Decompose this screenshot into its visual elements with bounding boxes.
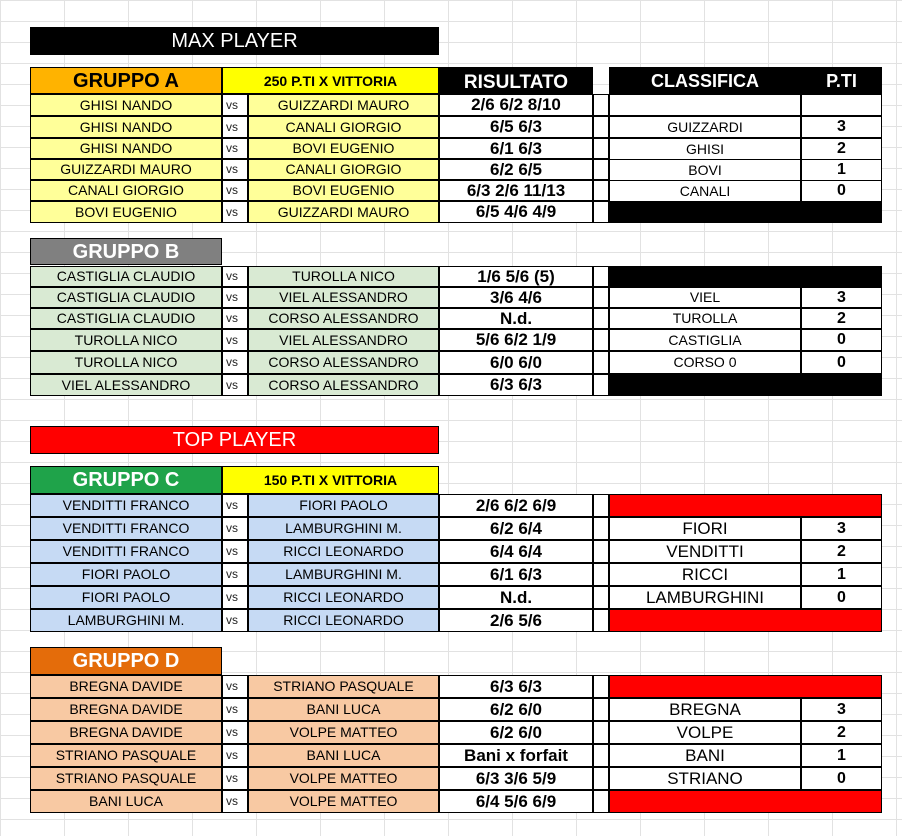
result-cell[interactable]: 6/0 6/0 [439, 351, 593, 374]
spacer-cell [593, 201, 609, 223]
player-1-cell[interactable]: GUIZZARDI MAURO [30, 159, 222, 180]
max-player-banner: MAX PLAYER [30, 27, 439, 55]
player-1-cell[interactable]: GHISI NANDO [30, 116, 222, 138]
standings-points: 0 [801, 180, 882, 202]
result-cell[interactable]: 6/1 6/3 [439, 563, 593, 586]
result-cell[interactable]: 6/1 6/3 [439, 138, 593, 159]
standings-name: BREGNA [609, 698, 801, 721]
player-2-cell[interactable]: CANALI GIORGIO [248, 159, 439, 180]
spacer-cell [593, 767, 609, 790]
vs-label: vs [222, 308, 248, 329]
vs-label: vs [222, 517, 248, 540]
spacer-cell [593, 287, 609, 308]
player-1-cell[interactable]: BREGNA DAVIDE [30, 675, 222, 698]
result-cell[interactable]: 6/2 6/0 [439, 698, 593, 721]
group-d-label[interactable]: GRUPPO D [30, 647, 222, 675]
standings-cap-bottom [609, 374, 882, 396]
group-b-label[interactable]: GRUPPO B [30, 238, 222, 265]
spacer-cell [593, 329, 609, 351]
standings-name: CASTIGLIA [609, 329, 801, 351]
standings-name: BANI [609, 744, 801, 767]
spacer-cell [593, 159, 609, 180]
player-1-cell[interactable]: BREGNA DAVIDE [30, 721, 222, 744]
standings-points: 0 [801, 351, 882, 374]
result-cell[interactable]: 6/5 4/6 4/9 [439, 201, 593, 223]
player-1-cell[interactable]: STRIANO PASQUALE [30, 744, 222, 767]
vs-label: vs [222, 563, 248, 586]
vs-label: vs [222, 287, 248, 308]
vs-label: vs [222, 675, 248, 698]
player-1-cell[interactable]: VENDITTI FRANCO [30, 517, 222, 540]
spacer-cell [593, 494, 609, 517]
result-cell[interactable]: 2/6 5/6 [439, 609, 593, 632]
standings-name: LAMBURGHINI [609, 586, 801, 609]
standings-cap-bottom [609, 790, 882, 813]
vs-label: vs [222, 180, 248, 201]
vs-label: vs [222, 790, 248, 813]
player-1-cell[interactable]: CASTIGLIA CLAUDIO [30, 266, 222, 287]
player-2-cell[interactable]: GUIZZARDI MAURO [248, 201, 439, 223]
standings-points: 3 [801, 287, 882, 308]
spacer-cell [593, 374, 609, 396]
standings-cap-top [609, 494, 882, 517]
result-cell[interactable]: 2/6 6/2 8/10 [439, 94, 593, 116]
player-2-cell[interactable]: LAMBURGHINI M. [248, 517, 439, 540]
standings-name: CANALI [609, 180, 801, 202]
player-1-cell[interactable]: GHISI NANDO [30, 94, 222, 116]
standings-points: 3 [801, 116, 882, 138]
player-2-cell[interactable]: GUIZZARDI MAURO [248, 94, 439, 116]
pti-header: P.TI [801, 67, 882, 94]
result-cell[interactable]: 6/3 3/6 5/9 [439, 767, 593, 790]
result-cell[interactable]: 6/2 6/4 [439, 517, 593, 540]
vs-label: vs [222, 698, 248, 721]
spacer-cell [593, 540, 609, 563]
spacer-cell [593, 517, 609, 540]
vs-label: vs [222, 540, 248, 563]
group-a-points-rule: 250 P.TI X VITTORIA [222, 67, 439, 94]
classifica-header: CLASSIFICA [609, 67, 801, 94]
standings-points: 2 [801, 308, 882, 329]
vs-label: vs [222, 159, 248, 180]
spacer-cell [593, 790, 609, 813]
vs-label: vs [222, 329, 248, 351]
player-1-cell[interactable]: VIEL ALESSANDRO [30, 374, 222, 396]
group-c-points-rule: 150 P.TI X VITTORIA [222, 466, 439, 494]
vs-label: vs [222, 374, 248, 396]
vs-label: vs [222, 138, 248, 159]
spacer-cell [593, 94, 609, 116]
player-1-cell[interactable]: STRIANO PASQUALE [30, 767, 222, 790]
standings-points: 1 [801, 744, 882, 767]
spacer-cell [593, 563, 609, 586]
standings-points: 0 [801, 329, 882, 351]
vs-label: vs [222, 494, 248, 517]
player-2-cell[interactable]: BANI LUCA [248, 698, 439, 721]
vs-label: vs [222, 201, 248, 223]
player-2-cell[interactable]: CORSO ALESSANDRO [248, 351, 439, 374]
player-1-cell[interactable]: FIORI PAOLO [30, 563, 222, 586]
player-1-cell[interactable]: VENDITTI FRANCO [30, 494, 222, 517]
vs-label: vs [222, 586, 248, 609]
spacer-cell [593, 308, 609, 329]
player-2-cell[interactable]: VOLPE MATTEO [248, 721, 439, 744]
result-cell[interactable]: 6/3 2/6 11/13 [439, 180, 593, 201]
result-cell[interactable]: 6/4 6/4 [439, 540, 593, 563]
group-c-label[interactable]: GRUPPO C [30, 466, 222, 494]
standings-name: BOVI [609, 159, 801, 181]
standings-blank-row [801, 94, 882, 116]
standings-points: 2 [801, 721, 882, 744]
player-1-cell[interactable]: VENDITTI FRANCO [30, 540, 222, 563]
spacer-cell [593, 116, 609, 138]
player-1-cell[interactable]: GHISI NANDO [30, 138, 222, 159]
standings-points: 1 [801, 159, 882, 181]
standings-name: GHISI [609, 138, 801, 160]
player-2-cell[interactable]: VIEL ALESSANDRO [248, 329, 439, 351]
standings-name: RICCI [609, 563, 801, 586]
vs-label: vs [222, 266, 248, 287]
vs-label: vs [222, 94, 248, 116]
spacer-cell [593, 351, 609, 374]
player-1-cell[interactable]: TUROLLA NICO [30, 351, 222, 374]
standings-cap-top [609, 675, 882, 698]
standings-name: CORSO 0 [609, 351, 801, 374]
player-1-cell[interactable]: CASTIGLIA CLAUDIO [30, 308, 222, 329]
result-cell[interactable]: 1/6 5/6 (5) [439, 266, 593, 287]
standings-points: 0 [801, 767, 882, 790]
standings-name: TUROLLA [609, 308, 801, 329]
standings-points: 1 [801, 563, 882, 586]
risultato-header: RISULTATO [439, 67, 593, 94]
player-2-cell[interactable]: RICCI LEONARDO [248, 540, 439, 563]
result-cell[interactable]: Bani x forfait [439, 744, 593, 767]
result-cell[interactable]: 6/5 6/3 [439, 116, 593, 138]
vs-label: vs [222, 351, 248, 374]
spacer-cell [593, 744, 609, 767]
player-2-cell[interactable]: TUROLLA NICO [248, 266, 439, 287]
player-2-cell[interactable]: BANI LUCA [248, 744, 439, 767]
result-cell[interactable]: N.d. [439, 308, 593, 329]
player-2-cell[interactable]: CORSO ALESSANDRO [248, 374, 439, 396]
result-cell[interactable]: 6/2 6/5 [439, 159, 593, 180]
spacer-cell [593, 180, 609, 201]
group-a-label[interactable]: GRUPPO A [30, 67, 222, 94]
standings-points: 0 [801, 586, 882, 609]
player-2-cell[interactable]: FIORI PAOLO [248, 494, 439, 517]
player-2-cell[interactable]: RICCI LEONARDO [248, 609, 439, 632]
result-cell[interactable]: N.d. [439, 586, 593, 609]
result-cell[interactable]: 3/6 4/6 [439, 287, 593, 308]
spacer-cell [593, 698, 609, 721]
player-1-cell[interactable]: BOVI EUGENIO [30, 201, 222, 223]
spacer-cell [593, 266, 609, 287]
player-2-cell[interactable]: CORSO ALESSANDRO [248, 308, 439, 329]
standings-name: FIORI [609, 517, 801, 540]
standings-points: 3 [801, 698, 882, 721]
player-1-cell[interactable]: TUROLLA NICO [30, 329, 222, 351]
standings-cap-bottom [609, 609, 882, 632]
vs-label: vs [222, 767, 248, 790]
standings-name: GUIZZARDI [609, 116, 801, 138]
vs-label: vs [222, 721, 248, 744]
player-1-cell[interactable]: BANI LUCA [30, 790, 222, 813]
player-2-cell[interactable]: VOLPE MATTEO [248, 790, 439, 813]
player-2-cell[interactable]: VIEL ALESSANDRO [248, 287, 439, 308]
standings-name: STRIANO [609, 767, 801, 790]
result-cell[interactable]: 2/6 6/2 6/9 [439, 494, 593, 517]
player-2-cell[interactable]: STRIANO PASQUALE [248, 675, 439, 698]
player-2-cell[interactable]: RICCI LEONARDO [248, 586, 439, 609]
standings-points: 2 [801, 138, 882, 160]
player-1-cell[interactable]: FIORI PAOLO [30, 586, 222, 609]
standings-points: 3 [801, 517, 882, 540]
standings-cap-bottom [609, 202, 882, 223]
spacer-cell [593, 609, 609, 632]
player-1-cell[interactable]: BREGNA DAVIDE [30, 698, 222, 721]
result-cell[interactable]: 6/3 6/3 [439, 374, 593, 396]
spacer-cell [593, 721, 609, 744]
spacer-cell [593, 675, 609, 698]
player-1-cell[interactable]: CANALI GIORGIO [30, 180, 222, 201]
spacer-cell [593, 138, 609, 159]
player-1-cell[interactable]: LAMBURGHINI M. [30, 609, 222, 632]
player-2-cell[interactable]: BOVI EUGENIO [248, 138, 439, 159]
spacer-cell [593, 586, 609, 609]
standings-name: VOLPE [609, 721, 801, 744]
result-cell[interactable]: 6/4 5/6 6/9 [439, 790, 593, 813]
vs-label: vs [222, 116, 248, 138]
player-2-cell[interactable]: LAMBURGHINI M. [248, 563, 439, 586]
vs-label: vs [222, 744, 248, 767]
player-1-cell[interactable]: CASTIGLIA CLAUDIO [30, 287, 222, 308]
standings-name: VENDITTI [609, 540, 801, 563]
result-cell[interactable]: 5/6 6/2 1/9 [439, 329, 593, 351]
standings-cap-top [609, 266, 882, 287]
player-2-cell[interactable]: CANALI GIORGIO [248, 116, 439, 138]
result-cell[interactable]: 6/3 6/3 [439, 675, 593, 698]
standings-blank-row [609, 94, 801, 116]
standings-name: VIEL [609, 287, 801, 308]
top-player-banner: TOP PLAYER [30, 426, 439, 454]
standings-points: 2 [801, 540, 882, 563]
result-cell[interactable]: 6/2 6/0 [439, 721, 593, 744]
player-2-cell[interactable]: VOLPE MATTEO [248, 767, 439, 790]
vs-label: vs [222, 609, 248, 632]
player-2-cell[interactable]: BOVI EUGENIO [248, 180, 439, 201]
